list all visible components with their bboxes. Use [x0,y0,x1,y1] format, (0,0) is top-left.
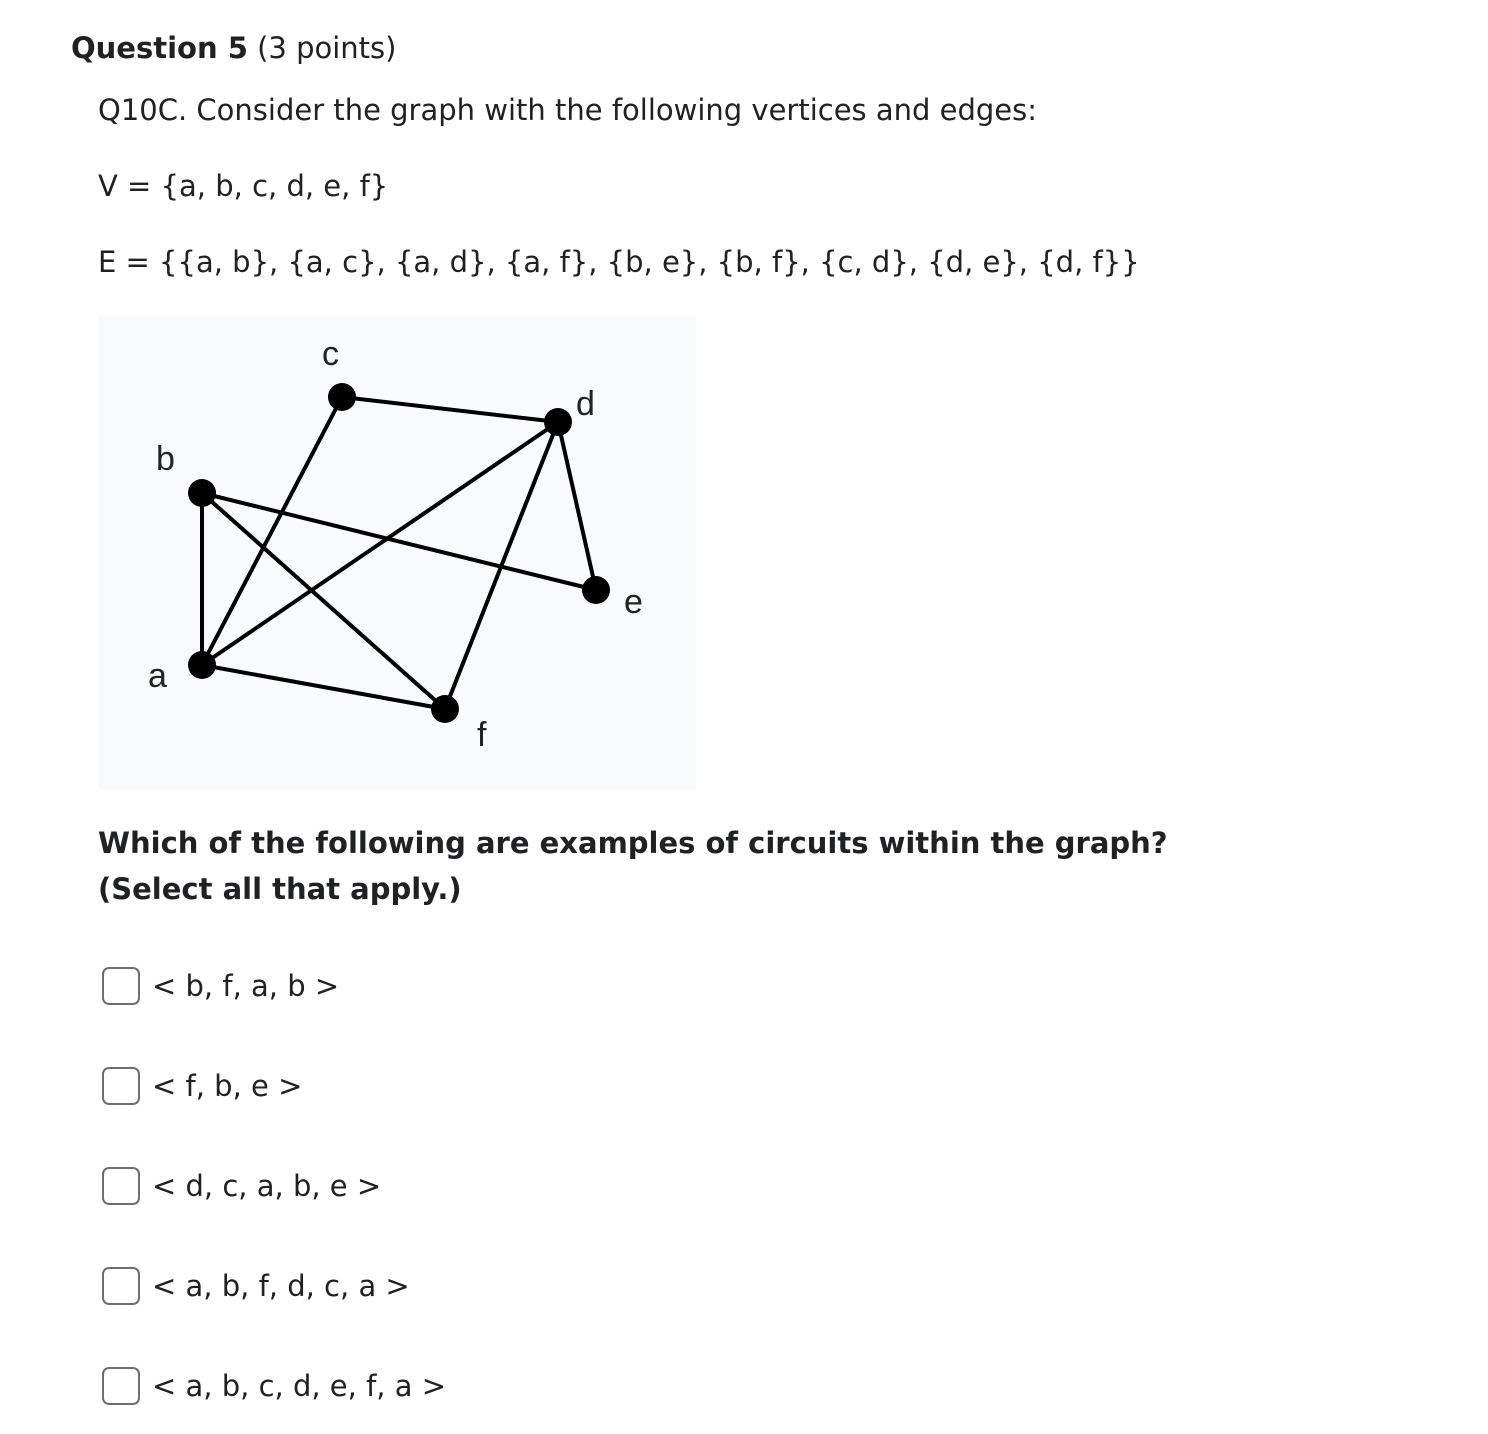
answer-option-3[interactable] [102,1166,381,1206]
checkbox[interactable] [102,1367,140,1405]
question-header [71,28,396,68]
edge-b-e [202,493,596,590]
label-vertex-b: b [156,440,175,478]
vertex-e [582,576,610,604]
answer-option-label: < a, b, c, d, e, f, a > [152,1369,447,1403]
edge-d-e [558,422,596,590]
vertex-set: V = {a, b, c, d, e, f} [98,169,389,203]
edge-c-d [342,397,558,422]
question-points: (3 points) [257,31,397,65]
question-prompt: Which of the following are examples of circuits within the graph? (Select all that apply.) [98,826,1168,906]
vertex-b [188,479,216,507]
label-vertex-f: f [477,716,487,754]
edge-a-f [202,665,445,709]
graph-figure [98,315,696,790]
label-vertex-a: a [148,657,167,695]
checkbox[interactable] [102,1167,140,1205]
answer-option-label: < a, b, f, d, c, a > [152,1269,410,1303]
answer-option-label: < b, f, a, b > [152,969,340,1003]
label-vertex-d: d [576,385,595,423]
checkbox[interactable] [102,1267,140,1305]
answer-option-label: < d, c, a, b, e > [152,1169,382,1203]
vertex-a [188,651,216,679]
checkbox[interactable] [102,1067,140,1105]
graph-edges [202,397,596,709]
graph-drawing [98,315,696,790]
label-vertex-c: c [322,335,339,373]
answer-option-label: < f, b, e > [152,1069,303,1103]
checkbox[interactable] [102,967,140,1005]
vertex-c [328,383,356,411]
vertex-d [544,408,572,436]
edge-a-c [202,397,342,665]
vertex-f [431,695,459,723]
answer-option-2[interactable] [102,1066,302,1106]
answer-option-5[interactable] [102,1366,446,1406]
answer-option-4[interactable] [102,1266,410,1306]
edge-d-f [445,422,558,709]
question-title: Question 5 [71,31,248,65]
edge-a-d [202,422,558,665]
question-intro: Q10C. Consider the graph with the following vertices and edges: [98,93,1038,127]
label-vertex-e: e [624,583,643,621]
edge-set: E = {{a, b}, {a, c}, {a, d}, {a, f}, {b, e}, {b, f}, {c, d}, {d, e}, {d, f}} [98,245,1140,279]
graph-labels [148,335,643,754]
answer-option-1[interactable] [102,966,339,1006]
